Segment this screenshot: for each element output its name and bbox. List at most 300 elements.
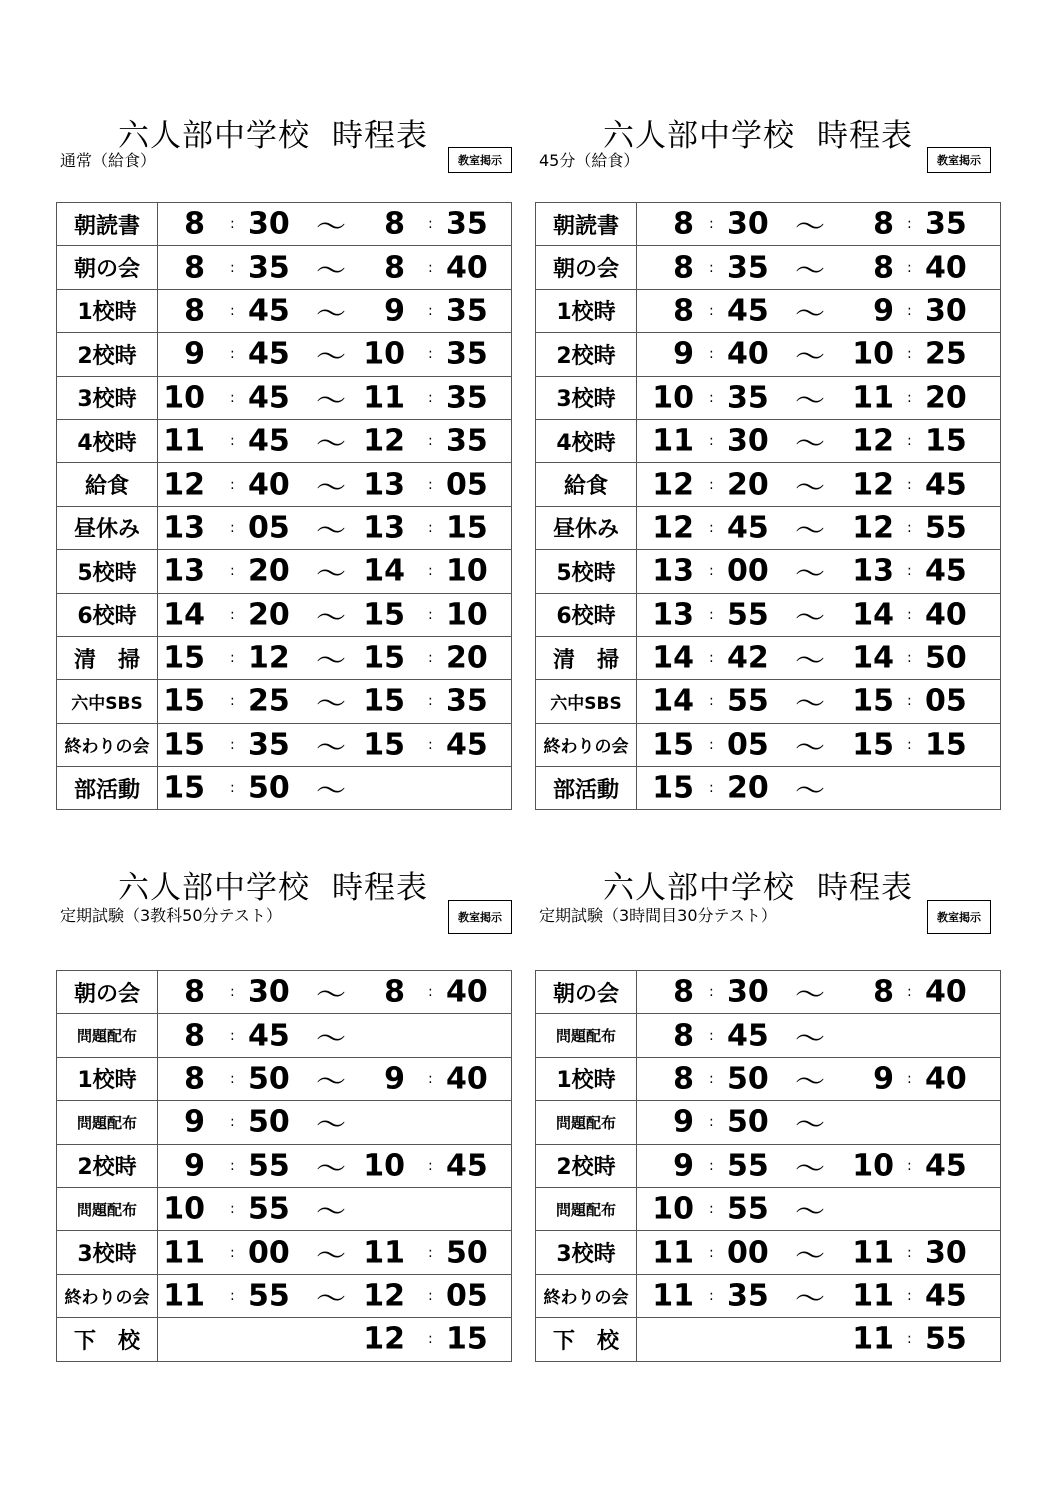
start-hour: 9: [673, 336, 694, 372]
period-label: 清 掃: [536, 636, 637, 679]
end-hour: 15: [852, 727, 894, 763]
timetable-row: [536, 203, 1001, 246]
period-time: [637, 1231, 1001, 1274]
start-hour: 8: [673, 250, 694, 286]
end-hour: 12: [852, 467, 894, 503]
end-hour: 9: [873, 293, 894, 329]
end-hour: 11: [363, 1235, 405, 1271]
time-colon: :: [230, 1201, 235, 1218]
range-tilde: ～: [795, 600, 825, 636]
range-tilde: ～: [316, 730, 346, 766]
timetable-row: [536, 289, 1001, 332]
period-time: [637, 1144, 1001, 1187]
end-hour: 11: [852, 1321, 894, 1357]
time-colon: :: [709, 693, 714, 710]
start-minute: 45: [727, 293, 769, 329]
timetable-row: [536, 1231, 1001, 1274]
start-minute: 12: [248, 640, 290, 676]
end-minute: 50: [925, 640, 967, 676]
timetable-row: [536, 767, 1001, 810]
period-label: 3校時: [57, 376, 158, 419]
period-time: [158, 419, 512, 462]
timetable-row: [536, 419, 1001, 462]
range-tilde: ～: [795, 557, 825, 593]
time-colon: :: [230, 693, 235, 710]
end-minute: 15: [446, 510, 488, 546]
end-hour: 13: [363, 467, 405, 503]
time-colon: :: [709, 433, 714, 450]
time-colon: :: [907, 1244, 912, 1261]
time-colon: :: [907, 736, 912, 753]
start-hour: 8: [184, 206, 205, 242]
start-hour: 8: [184, 1018, 205, 1054]
start-hour: 8: [673, 1018, 694, 1054]
end-minute: 10: [446, 553, 488, 589]
end-minute: 35: [446, 380, 488, 416]
end-hour: 11: [852, 1235, 894, 1271]
end-minute: 35: [446, 423, 488, 459]
range-tilde: ～: [316, 774, 346, 810]
end-hour: 11: [363, 380, 405, 416]
start-hour: 11: [163, 423, 205, 459]
time-colon: :: [709, 563, 714, 580]
end-minute: 40: [925, 250, 967, 286]
time-colon: :: [907, 563, 912, 580]
period-time: [637, 203, 1001, 246]
end-hour: 11: [852, 1278, 894, 1314]
time-colon: :: [709, 302, 714, 319]
time-colon: :: [709, 650, 714, 667]
timetable-row: [536, 376, 1001, 419]
range-tilde: ～: [316, 253, 346, 289]
time-colon: :: [709, 519, 714, 536]
timetable-row: [536, 1318, 1001, 1361]
school-name: 六人部中学校: [603, 118, 795, 154]
timetable-row: [57, 333, 512, 376]
end-minute: 15: [925, 727, 967, 763]
end-minute: 05: [446, 467, 488, 503]
end-minute: 20: [925, 380, 967, 416]
period-time: [637, 333, 1001, 376]
start-minute: 35: [248, 250, 290, 286]
range-tilde: ～: [316, 1281, 346, 1317]
period-label: 1校時: [57, 289, 158, 332]
range-tilde: ～: [316, 600, 346, 636]
start-hour: 8: [673, 1061, 694, 1097]
timetable-table: [535, 970, 1001, 1362]
timetable-table: [535, 202, 1001, 810]
range-tilde: ～: [795, 383, 825, 419]
time-colon: :: [907, 346, 912, 363]
range-tilde: ～: [316, 210, 346, 246]
start-minute: 00: [727, 553, 769, 589]
start-hour: 15: [652, 727, 694, 763]
panel-subtitle: 45分（給食）: [539, 151, 640, 170]
start-hour: 15: [163, 770, 205, 806]
period-time: [637, 1101, 1001, 1144]
period-label: 3校時: [57, 1231, 158, 1274]
timetable-row: [536, 636, 1001, 679]
end-minute: 35: [446, 336, 488, 372]
start-minute: 55: [727, 683, 769, 719]
time-colon: :: [907, 693, 912, 710]
time-colon: :: [230, 1244, 235, 1261]
period-label: 終わりの会: [57, 723, 158, 766]
range-tilde: ～: [795, 427, 825, 463]
period-time: [158, 1318, 512, 1361]
period-label: 問題配布: [57, 1187, 158, 1230]
time-colon: :: [907, 1070, 912, 1087]
start-hour: 8: [184, 974, 205, 1010]
start-hour: 13: [652, 553, 694, 589]
time-colon: :: [230, 1027, 235, 1044]
time-colon: :: [709, 1244, 714, 1261]
period-label: 6校時: [57, 593, 158, 636]
start-hour: 9: [184, 1104, 205, 1140]
start-minute: 05: [248, 510, 290, 546]
end-minute: 45: [446, 1148, 488, 1184]
panel-title: [603, 110, 913, 155]
timetable-row: [57, 680, 512, 723]
start-minute: 35: [248, 727, 290, 763]
start-minute: 30: [727, 974, 769, 1010]
start-minute: 40: [248, 467, 290, 503]
panel-title: [118, 110, 428, 155]
timetable-row: [536, 463, 1001, 506]
time-colon: :: [428, 736, 433, 753]
timetable-row: [536, 333, 1001, 376]
end-hour: 12: [852, 510, 894, 546]
timetable-row: [57, 636, 512, 679]
time-colon: :: [907, 389, 912, 406]
time-colon: :: [428, 1287, 433, 1304]
period-time: [637, 376, 1001, 419]
timetable-heading: 時程表: [817, 870, 913, 906]
range-tilde: ～: [316, 470, 346, 506]
range-tilde: ～: [795, 253, 825, 289]
panel-title: [118, 862, 428, 907]
end-hour: 10: [852, 1148, 894, 1184]
end-hour: 12: [363, 423, 405, 459]
period-label: 朝読書: [536, 203, 637, 246]
time-colon: :: [230, 259, 235, 276]
time-colon: :: [907, 302, 912, 319]
time-colon: :: [230, 389, 235, 406]
range-tilde: ～: [316, 557, 346, 593]
period-label: 5校時: [57, 550, 158, 593]
timetable-row: [536, 1014, 1001, 1057]
start-minute: 35: [727, 1278, 769, 1314]
period-label: 部活動: [536, 767, 637, 810]
end-hour: 14: [852, 597, 894, 633]
start-minute: 20: [727, 467, 769, 503]
period-label: 2校時: [57, 1144, 158, 1187]
classroom-posting-badge: 教室掲示: [448, 147, 512, 173]
period-time: [637, 289, 1001, 332]
start-hour: 12: [652, 467, 694, 503]
period-label: 1校時: [536, 289, 637, 332]
school-name: 六人部中学校: [603, 870, 795, 906]
period-time: [637, 246, 1001, 289]
start-minute: 50: [727, 1104, 769, 1140]
start-minute: 55: [248, 1148, 290, 1184]
time-colon: :: [428, 984, 433, 1001]
range-tilde: ～: [795, 774, 825, 810]
end-minute: 45: [925, 553, 967, 589]
start-minute: 55: [248, 1191, 290, 1227]
period-time: [158, 1014, 512, 1057]
period-time: [158, 1231, 512, 1274]
timetable-row: [57, 419, 512, 462]
classroom-posting-badge: 教室掲示: [927, 147, 991, 173]
end-minute: 40: [446, 974, 488, 1010]
range-tilde: ～: [795, 340, 825, 376]
start-hour: 14: [652, 640, 694, 676]
period-label: 朝読書: [57, 203, 158, 246]
time-colon: :: [428, 519, 433, 536]
range-tilde: ～: [795, 1195, 825, 1231]
period-time: [637, 1187, 1001, 1230]
end-hour: 8: [873, 250, 894, 286]
time-colon: :: [907, 984, 912, 1001]
end-hour: 10: [363, 336, 405, 372]
range-tilde: ～: [795, 1021, 825, 1057]
period-label: 1校時: [57, 1057, 158, 1100]
time-colon: :: [709, 476, 714, 493]
period-time: [158, 1057, 512, 1100]
end-hour: 10: [852, 336, 894, 372]
time-colon: :: [709, 1201, 714, 1218]
period-time: [158, 1144, 512, 1187]
time-colon: :: [907, 650, 912, 667]
range-tilde: ～: [316, 383, 346, 419]
range-tilde: ～: [795, 1281, 825, 1317]
time-colon: :: [709, 1114, 714, 1131]
end-hour: 13: [363, 510, 405, 546]
time-colon: :: [230, 346, 235, 363]
timetable-row: [57, 723, 512, 766]
period-time: [158, 767, 512, 810]
period-label: 5校時: [536, 550, 637, 593]
start-minute: 45: [248, 423, 290, 459]
end-hour: 12: [363, 1321, 405, 1357]
start-hour: 11: [652, 1278, 694, 1314]
start-minute: 35: [727, 380, 769, 416]
period-label: 給食: [536, 463, 637, 506]
start-hour: 13: [163, 553, 205, 589]
timetable-row: [536, 1144, 1001, 1187]
range-tilde: ～: [795, 978, 825, 1014]
start-hour: 15: [652, 770, 694, 806]
time-colon: :: [428, 216, 433, 233]
start-hour: 14: [163, 597, 205, 633]
start-minute: 45: [727, 1018, 769, 1054]
timetable-heading: 時程表: [817, 118, 913, 154]
end-minute: 55: [925, 510, 967, 546]
timetable-row: [57, 593, 512, 636]
timetable-row: [57, 1318, 512, 1361]
start-hour: 10: [652, 1191, 694, 1227]
period-time: [637, 550, 1001, 593]
period-time: [158, 376, 512, 419]
time-colon: :: [907, 216, 912, 233]
time-colon: :: [428, 259, 433, 276]
timetable-table: [56, 970, 512, 1362]
end-hour: 11: [852, 380, 894, 416]
period-time: [637, 593, 1001, 636]
time-colon: :: [230, 650, 235, 667]
start-hour: 10: [163, 380, 205, 416]
start-hour: 15: [163, 727, 205, 763]
time-colon: :: [230, 216, 235, 233]
timetable-row: [57, 767, 512, 810]
start-minute: 30: [727, 206, 769, 242]
start-hour: 12: [652, 510, 694, 546]
classroom-posting-badge: 教室掲示: [448, 900, 512, 934]
panel-subtitle: 定期試験（3時間目30分テスト）: [539, 906, 777, 925]
timetable-row: [536, 680, 1001, 723]
time-colon: :: [230, 606, 235, 623]
range-tilde: ～: [795, 730, 825, 766]
time-colon: :: [907, 1157, 912, 1174]
time-colon: :: [428, 693, 433, 710]
time-colon: :: [709, 346, 714, 363]
time-colon: :: [428, 433, 433, 450]
end-minute: 20: [446, 640, 488, 676]
time-colon: :: [907, 519, 912, 536]
period-time: [637, 1274, 1001, 1317]
period-label: 4校時: [57, 419, 158, 462]
period-label: 朝の会: [536, 971, 637, 1014]
time-colon: :: [907, 606, 912, 623]
range-tilde: ～: [795, 1108, 825, 1144]
timetable-row: [536, 1187, 1001, 1230]
time-colon: :: [709, 736, 714, 753]
period-time: [158, 1187, 512, 1230]
start-hour: 10: [652, 380, 694, 416]
panel-title: [603, 862, 913, 907]
timetable-row: [536, 971, 1001, 1014]
end-minute: 25: [925, 336, 967, 372]
end-hour: 9: [873, 1061, 894, 1097]
range-tilde: ～: [795, 1238, 825, 1274]
period-time: [158, 333, 512, 376]
end-hour: 10: [363, 1148, 405, 1184]
range-tilde: ～: [795, 470, 825, 506]
timetable-row: [536, 1057, 1001, 1100]
time-colon: :: [709, 389, 714, 406]
start-minute: 45: [248, 336, 290, 372]
start-hour: 11: [652, 1235, 694, 1271]
period-label: 問題配布: [57, 1101, 158, 1144]
timetable-heading: 時程表: [332, 870, 428, 906]
school-name: 六人部中学校: [118, 118, 310, 154]
end-hour: 8: [384, 250, 405, 286]
start-hour: 13: [163, 510, 205, 546]
period-label: 2校時: [536, 333, 637, 376]
end-hour: 15: [363, 597, 405, 633]
timetable-heading: 時程表: [332, 118, 428, 154]
period-label: 終わりの会: [57, 1274, 158, 1317]
period-time: [158, 971, 512, 1014]
time-colon: :: [428, 606, 433, 623]
start-minute: 30: [727, 423, 769, 459]
period-label: 1校時: [536, 1057, 637, 1100]
end-minute: 45: [925, 1278, 967, 1314]
timetable-row: [57, 246, 512, 289]
period-time: [158, 550, 512, 593]
period-label: 3校時: [536, 1231, 637, 1274]
start-hour: 8: [184, 293, 205, 329]
period-label: 昼休み: [536, 506, 637, 549]
period-label: 問題配布: [536, 1014, 637, 1057]
timetable-row: [57, 1057, 512, 1100]
start-minute: 50: [727, 1061, 769, 1097]
period-label: 下 校: [57, 1318, 158, 1361]
classroom-posting-badge: 教室掲示: [927, 900, 991, 934]
time-colon: :: [709, 216, 714, 233]
range-tilde: ～: [316, 687, 346, 723]
end-hour: 12: [852, 423, 894, 459]
timetable-row: [57, 1144, 512, 1187]
time-colon: :: [907, 259, 912, 276]
range-tilde: ～: [795, 1064, 825, 1100]
end-minute: 40: [446, 250, 488, 286]
end-hour: 15: [363, 683, 405, 719]
period-time: [158, 636, 512, 679]
end-minute: 15: [446, 1321, 488, 1357]
time-colon: :: [428, 476, 433, 493]
period-time: [158, 506, 512, 549]
start-minute: 30: [248, 206, 290, 242]
period-time: [637, 767, 1001, 810]
start-minute: 35: [727, 250, 769, 286]
range-tilde: ～: [316, 1021, 346, 1057]
period-time: [158, 246, 512, 289]
end-minute: 50: [446, 1235, 488, 1271]
range-tilde: ～: [795, 210, 825, 246]
start-hour: 8: [184, 1061, 205, 1097]
period-time: [637, 463, 1001, 506]
period-label: 給食: [57, 463, 158, 506]
period-time: [637, 419, 1001, 462]
time-colon: :: [230, 1070, 235, 1087]
timetable-row: [536, 550, 1001, 593]
start-hour: 10: [163, 1191, 205, 1227]
time-colon: :: [709, 984, 714, 1001]
start-minute: 45: [727, 510, 769, 546]
period-time: [637, 971, 1001, 1014]
end-hour: 13: [852, 553, 894, 589]
period-label: 清 掃: [57, 636, 158, 679]
period-time: [158, 1101, 512, 1144]
start-hour: 13: [652, 597, 694, 633]
range-tilde: ～: [316, 1064, 346, 1100]
period-label: 朝の会: [536, 246, 637, 289]
school-name: 六人部中学校: [118, 870, 310, 906]
end-minute: 30: [925, 1235, 967, 1271]
period-label: 終わりの会: [536, 1274, 637, 1317]
period-label: 6校時: [536, 593, 637, 636]
period-time: [637, 636, 1001, 679]
end-minute: 05: [925, 683, 967, 719]
period-time: [637, 723, 1001, 766]
end-minute: 35: [446, 206, 488, 242]
period-time: [158, 680, 512, 723]
range-tilde: ～: [316, 340, 346, 376]
timetable-row: [57, 550, 512, 593]
time-colon: :: [428, 1331, 433, 1348]
